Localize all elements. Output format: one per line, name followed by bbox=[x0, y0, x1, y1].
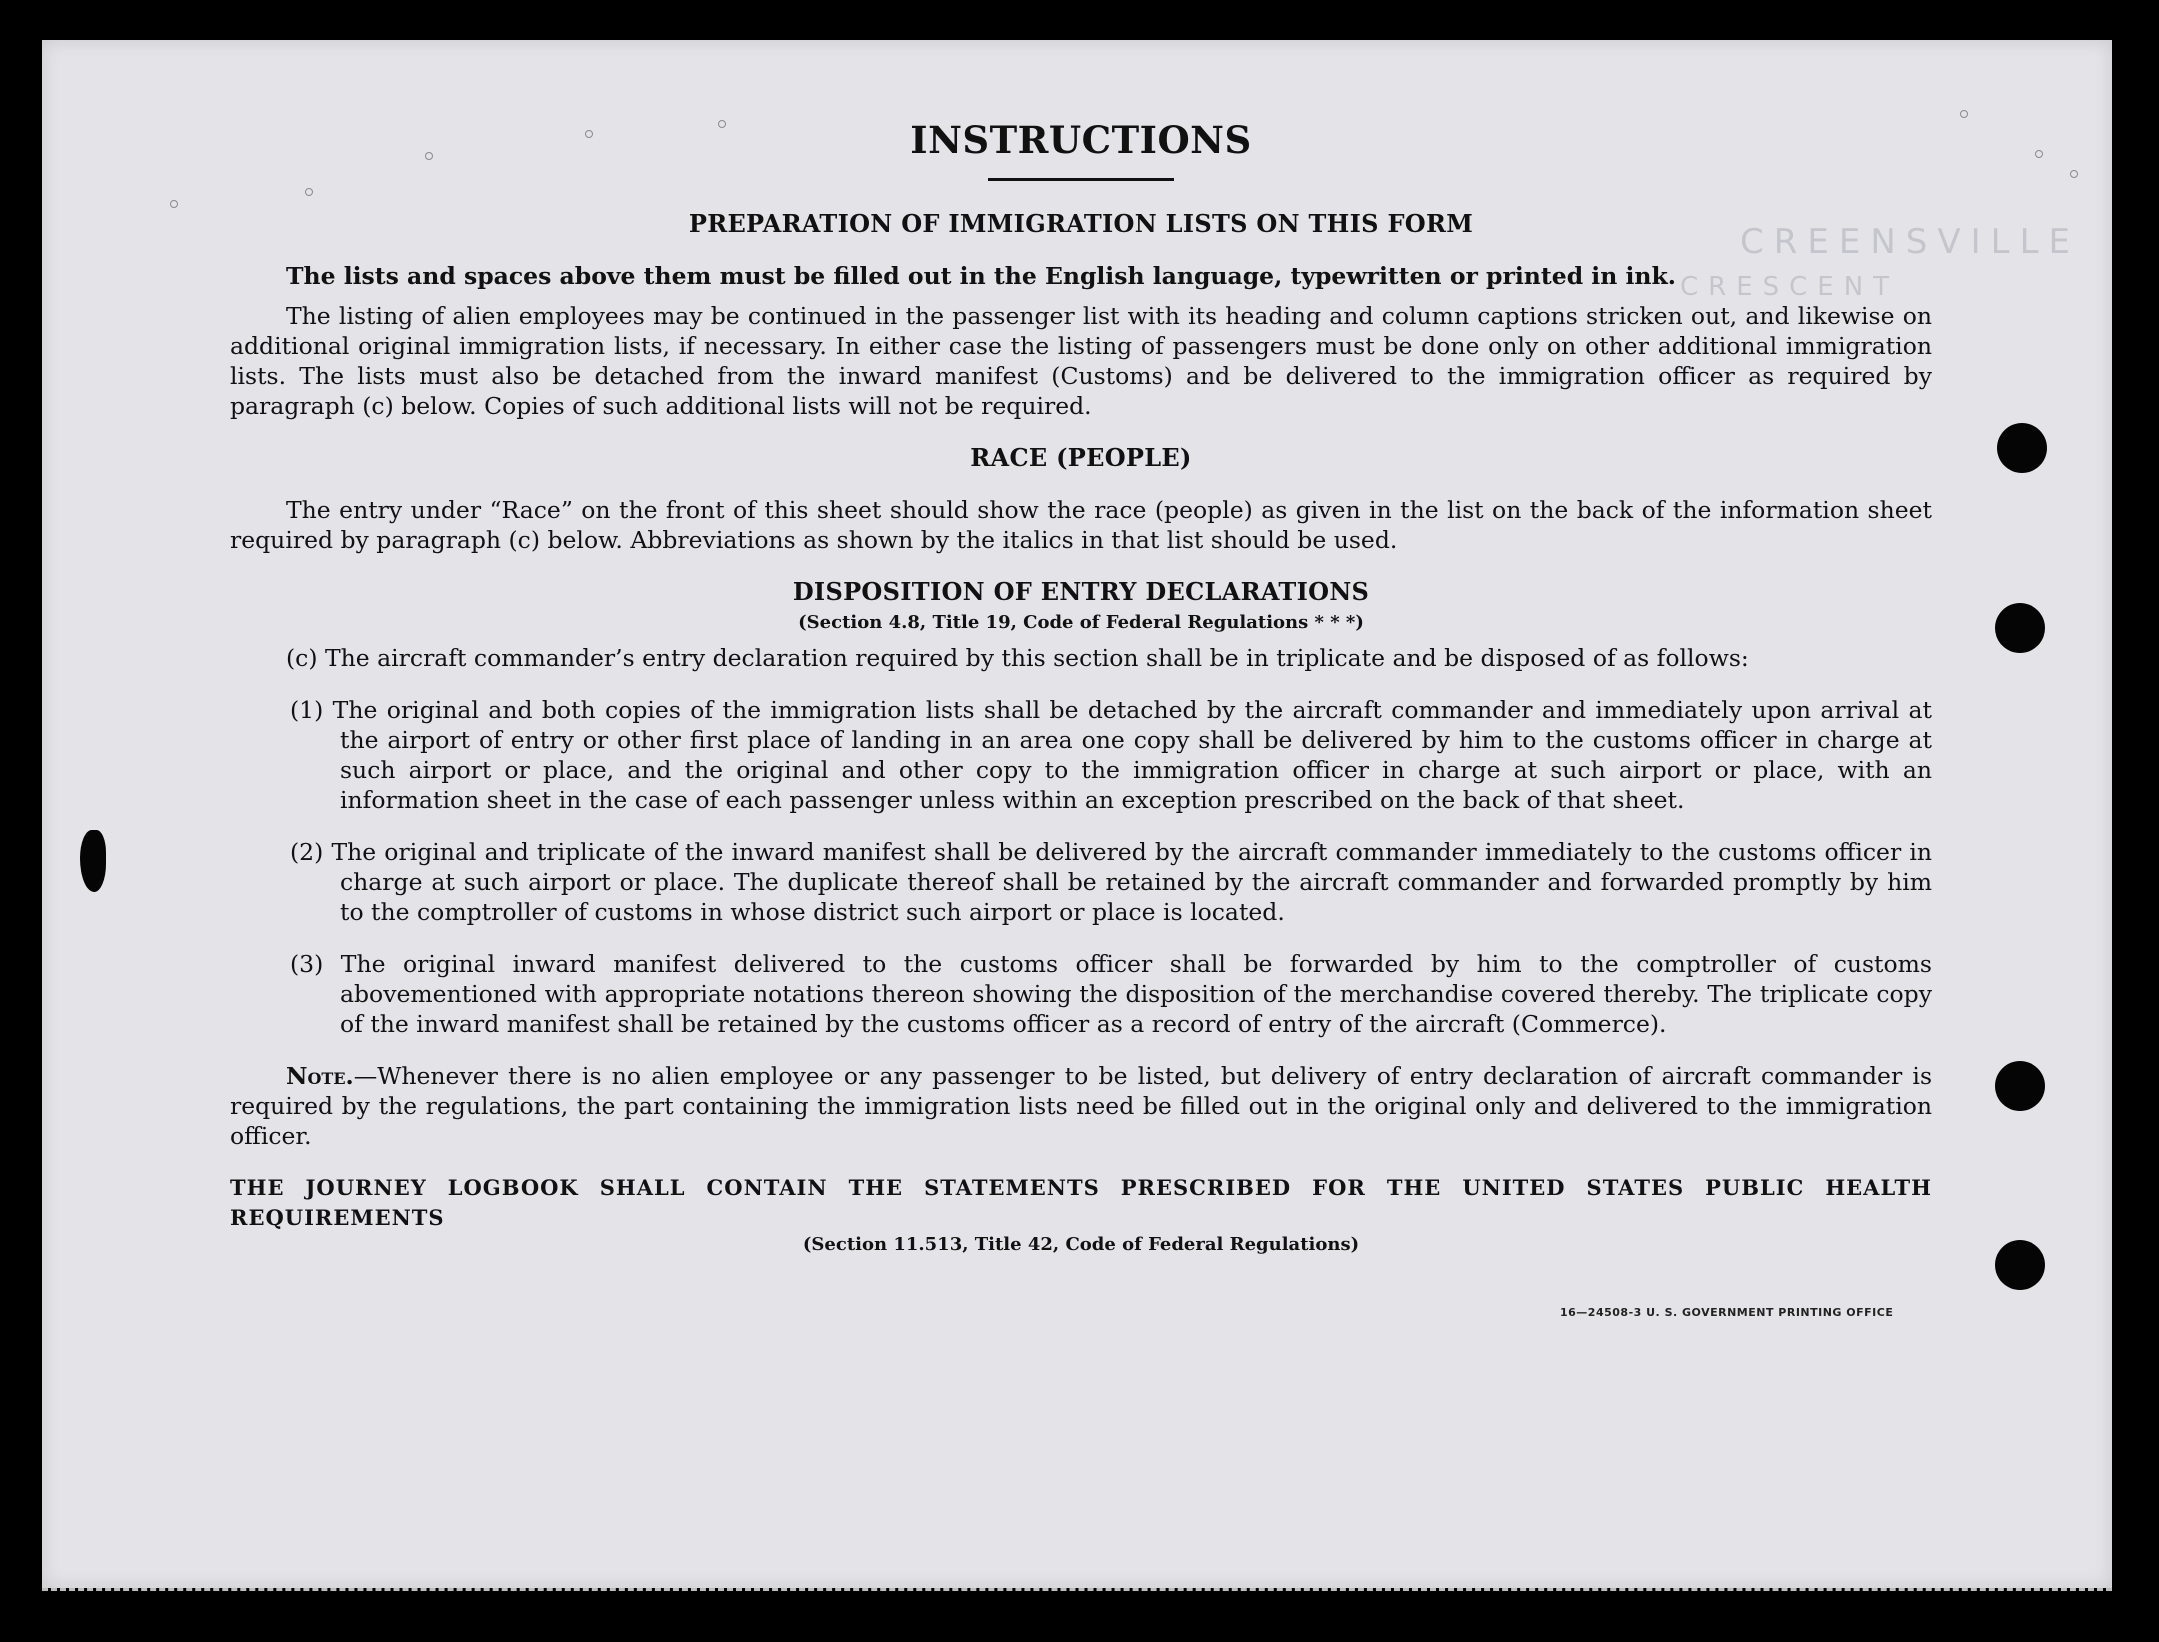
disposition-item: (2) The original and triplicate of the inward manifest shall be delivered by the aircraft commander immediately to the customs officer in charge at such airport or place. The duplicate thereof shall be retained by the aircraft commander and forwarded promptly by him to the comptroller of customs in whose district such airport or place is located. bbox=[290, 838, 1932, 926]
paper-speck bbox=[1960, 110, 1968, 118]
note-label: Note. bbox=[286, 1062, 354, 1090]
paper-speck bbox=[170, 200, 178, 208]
bleed-through-text: CREENSVILLE bbox=[1740, 222, 2080, 262]
journey-citation: (Section 11.513, Title 42, Code of Federal Regulations) bbox=[802, 1234, 1360, 1255]
instructions-content bbox=[230, 118, 1932, 1265]
print-code: 16—24508-3 U. S. GOVERNMENT PRINTING OFFICE bbox=[1560, 1306, 1894, 1319]
prep-paragraph-2: The listing of alien employees may be continued in the passenger list with its heading and column captions stricken out, and likewise on additional original immigration lists, if necessary. In either case the listing of passengers must be done only on other additional immigration lists. The lists must also be detached from the inward manifest (Customs) and be delivered to the immigration officer as required by paragraph (c) below. Copies of such additional lists will not be required. bbox=[230, 302, 1932, 420]
page-edge bbox=[42, 1588, 2112, 1599]
disposition-intro: (c) The aircraft commander’s entry declaration required by this section shall be in triplicate and be disposed of as follows: bbox=[286, 644, 1749, 672]
disposition-item: (3) The original inward manifest delivered to the customs officer shall be forwarded by him to the comptroller of customs abovementioned with appropriate notations thereon showing the disposition of the merchandise covered thereby. The triplicate copy of the inward manifest shall be retained by the customs officer as a record of entry of the aircraft (Commerce). bbox=[290, 950, 1932, 1038]
prep-paragraph-1: The lists and spaces above them must be filled out in the English language, typewritten or printed in ink. bbox=[286, 262, 1676, 290]
section-heading-disposition: DISPOSITION OF ENTRY DECLARATIONS bbox=[792, 577, 1370, 606]
punch-hole bbox=[1995, 603, 2045, 653]
note-paragraph bbox=[230, 1061, 1932, 1151]
journey-logbook-statement: THE JOURNEY LOGBOOK SHALL CONTAIN THE STATEMENTS PRESCRIBED FOR THE UNITED STATES PUBLIC HEALTH REQUIREMENTS bbox=[230, 1175, 1932, 1230]
punch-hole bbox=[1997, 423, 2047, 473]
paper-speck bbox=[2070, 170, 2078, 178]
section-heading-race: RACE (PEOPLE) bbox=[970, 443, 1192, 472]
title-underline bbox=[988, 178, 1174, 181]
page-title: INSTRUCTIONS bbox=[910, 118, 1252, 162]
section-heading-preparation: PREPARATION OF IMMIGRATION LISTS ON THIS FORM bbox=[688, 209, 1474, 238]
race-paragraph: The entry under “Race” on the front of this sheet should show the race (people) as given in the list on the back of the information sheet required by paragraph (c) below. Abbreviations as shown by the italics in that list should be used. bbox=[230, 496, 1932, 554]
disposition-citation: (Section 4.8, Title 19, Code of Federal Regulations * * *) bbox=[798, 612, 1364, 633]
ink-smudge bbox=[80, 830, 106, 892]
punch-hole bbox=[1995, 1061, 2045, 1111]
paper-speck bbox=[2035, 150, 2043, 158]
note-text: —Whenever there is no alien employee or any passenger to be listed, but delivery of entry declaration of aircraft commander is required by the regulations, the part containing the immigration lists need be filled out in the original only and delivered to the immigration officer. bbox=[230, 1062, 1932, 1150]
punch-hole bbox=[1995, 1240, 2045, 1290]
disposition-item: (1) The original and both copies of the immigration lists shall be detached by the aircraft commander and immediately upon arrival at the airport of entry or other first place of landing in an area one copy shall be delivered by him to the customs officer in charge at such airport or place, and the original and other copy to the immigration officer in charge at such airport or place, with an information sheet in the case of each passenger unless within an exception prescribed on the back of that sheet. bbox=[290, 696, 1932, 814]
bleed-through-text: CRESCENT bbox=[1680, 272, 1900, 302]
